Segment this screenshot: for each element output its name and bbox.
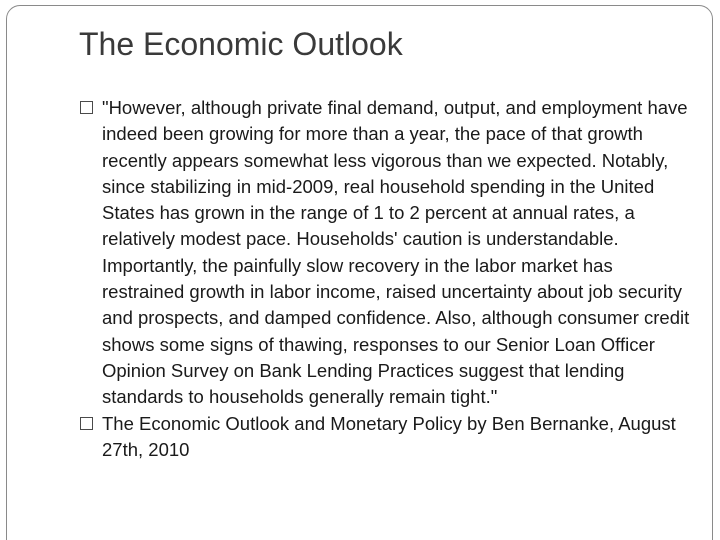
bullet-item-source [80,411,700,464]
bullet-item-quote [80,95,700,411]
bullet-list [80,95,700,463]
checkbox-square-bullet-icon [80,101,93,114]
bullet-text-source: The Economic Outlook and Monetary Policy by Ben Bernanke, August 27th, 2010 [102,412,676,460]
slide-title: The Economic Outlook [79,26,403,62]
bullet-text-quote: "However, although private final demand, output, and employment have indeed been growing for more than a year, the pace of that growth recently appears somewhat less vigorous than we expected. Notably, since stabilizing in mid-2009, real household spending in the United States has grown in the range of 1 to 2 percent at annual rates, a relatively modest pace. Households' caution is understandable. Importantly, the painfully slow recovery in the labor market has restrained growth in labor income, raised uncertainty about job security and prospects, and damped confidence. Also, although consumer credit shows some signs of thawing, responses to our Senior Loan Officer Opinion Survey on Bank Lending Practices suggest that lending standards to households generally remain tight." [102,97,690,408]
checkbox-square-bullet-icon [80,417,93,430]
